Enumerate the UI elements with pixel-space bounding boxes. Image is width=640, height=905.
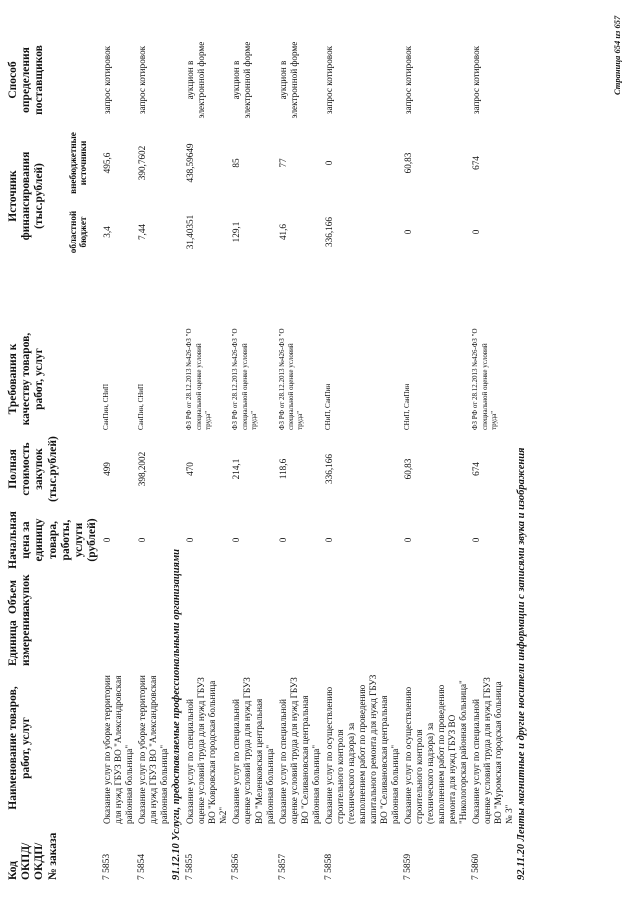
- row-requirements: СНиП, СанПин: [402, 383, 411, 430]
- header-requirements: Требования к качеству товаров, работ, услуг: [7, 332, 46, 426]
- row-total: 398,2002: [136, 451, 147, 487]
- header-code: Код ОКПД/ ОКДП/ № заказа: [7, 832, 59, 880]
- header-name: Наименование товаров, работ, услуг: [7, 686, 33, 810]
- row-extra: 60,83: [402, 152, 413, 174]
- row-name: Оказание услуг по специальной оценке условий труда для нужд ГБУЗ ВО "Меленковская центральная районная больница": [231, 677, 275, 824]
- row-name: Оказание услуг по осуществлению строительного контроля (технического надзора) за выполнением работ по проведению ремонта для нужд ГБУЗ ВО "Никологорская районная больница": [402, 680, 469, 824]
- section-row: [171, 33, 185, 883]
- row-method: аукцион в электронной форме: [185, 41, 207, 119]
- row-extra: 674: [471, 156, 482, 170]
- row-price: 0: [471, 537, 482, 543]
- row-requirements: ФЗ РФ от 28.12.2013 №426-ФЗ "О специальной оценке условий труда": [231, 328, 259, 430]
- row-regional: 31,40351: [185, 214, 196, 250]
- table-row: [277, 33, 323, 883]
- row-extra: 0: [323, 160, 334, 166]
- table-row: [470, 33, 516, 883]
- row-price: 0: [323, 537, 334, 543]
- header-unit: Единица измерения: [7, 611, 33, 666]
- row-price: 0: [231, 537, 242, 543]
- row-price: 0: [101, 537, 112, 543]
- row-name: Оказание услуг по специальной оценке условий труда для нужд ГБУЗ ВО "Ковровская городская больница №2": [185, 677, 229, 824]
- row-total: 60,83: [402, 458, 413, 480]
- row-requirements: ФЗ РФ от 28.12.2013 №426-ФЗ "О специальной оценке условий труда": [277, 328, 305, 430]
- row-code: 7 5856: [231, 853, 242, 880]
- row-extra: 438,59649: [185, 143, 196, 183]
- table-row: [230, 33, 276, 883]
- table-row: [323, 33, 402, 883]
- row-price: 0: [402, 537, 413, 543]
- row-code: 7 5855: [185, 853, 196, 880]
- table-row: [184, 33, 230, 883]
- row-total: 470: [185, 462, 196, 476]
- row-requirements: СНиП, СанПин: [323, 383, 332, 430]
- row-code: 7 5858: [323, 853, 334, 880]
- row-code: 7 5853: [101, 853, 112, 880]
- header-source-regional: областной бюджет: [67, 210, 89, 254]
- row-regional: 336,166: [323, 217, 334, 247]
- row-total: 674: [471, 462, 482, 476]
- row-code: 7 5859: [402, 853, 413, 880]
- row-regional: 0: [402, 229, 413, 235]
- row-requirements: СанПин, СНиП: [136, 383, 145, 430]
- row-name: Оказание услуг по специальной оценке условий труда для нужд ГБУЗ ВО "Селивановская центральная районная больница": [277, 677, 321, 824]
- row-requirements: ФЗ РФ от 28.12.2013 №426-ФЗ "О специальной оценке условий труда": [185, 328, 213, 430]
- row-price: 0: [277, 537, 288, 543]
- row-extra: 77: [277, 158, 288, 168]
- row-regional: 129,1: [231, 221, 242, 243]
- table-row: [101, 33, 136, 883]
- header-volume: Объем закупок: [7, 574, 33, 616]
- table-row: [136, 33, 171, 883]
- row-regional: 3,4: [101, 226, 112, 238]
- table-row: [402, 33, 470, 883]
- row-regional: 7,44: [136, 223, 147, 241]
- row-regional: 41,6: [277, 223, 288, 241]
- procurement-table: [6, 33, 530, 883]
- row-requirements: ФЗ РФ от 28.12.2013 №426-ФЗ "О специальной оценке условий труда": [471, 328, 498, 430]
- row-price: 0: [185, 537, 196, 543]
- row-method: запрос котировок: [101, 45, 112, 115]
- row-method: запрос котировок: [323, 45, 334, 115]
- header-sources: Источник финансирования (тыс.рублей): [7, 151, 46, 241]
- section-title: 92.11.20 Ленты магнитные и другие носители информации с записями звука и изображения: [516, 447, 528, 880]
- row-code: 7 5860: [471, 853, 482, 880]
- row-method: аукцион в электронной форме: [231, 41, 253, 119]
- header-total: Полная стоимость закупок (тыс.рублей): [7, 436, 59, 502]
- header-price: Начальная цена за единицу товара, работы, услуги (рублей): [7, 511, 99, 569]
- row-requirements: СанПин, СНиП: [101, 383, 110, 430]
- row-extra: 495,6: [101, 152, 112, 174]
- row-total: 336,166: [323, 454, 334, 484]
- row-code: 7 5857: [277, 853, 288, 880]
- row-total: 499: [101, 462, 112, 476]
- header-method: Способ определения поставщиков: [7, 45, 46, 115]
- row-method: аукцион в электронной форме: [277, 41, 299, 119]
- row-code: 7 5854: [136, 853, 147, 880]
- row-method: запрос котировок: [402, 45, 413, 115]
- row-method: запрос котировок: [136, 45, 147, 115]
- table-header-row: [6, 33, 67, 883]
- row-total: 118,6: [277, 458, 288, 480]
- section-row: [516, 33, 530, 883]
- row-regional: 0: [471, 229, 482, 235]
- row-name: Оказание услуг по осуществлению строительного контроля (технического надзора) за выполнением работ по проведению капитального ремонта для нужд ГБУЗ ВО "Селивановская центральная районная больница": [323, 674, 400, 824]
- row-extra: 390,7602: [136, 145, 147, 181]
- section-title: 91.12.10 Услуги, предоставляемые профессиональными организациями: [170, 549, 182, 880]
- row-name: Оказание услуг по специальной оценке условий труда для нужд ГБУЗ ВО "Муромская городская больница № 3": [471, 677, 515, 824]
- page-number: Страница 654 из 657: [612, 15, 622, 95]
- row-total: 214,1: [231, 458, 242, 480]
- header-source-extra: внебюджетные источники: [67, 132, 89, 194]
- row-price: 0: [136, 537, 147, 543]
- row-extra: 85: [231, 158, 242, 168]
- row-method: запрос котировок: [471, 45, 482, 115]
- row-name: Оказание услуг по уборке территории для нужд ГБУЗ ВО "Александровская районная больница": [101, 675, 134, 824]
- row-name: Оказание услуг по уборке территории для нужд ГБУЗ ВО "Александровская районная больница": [136, 675, 169, 824]
